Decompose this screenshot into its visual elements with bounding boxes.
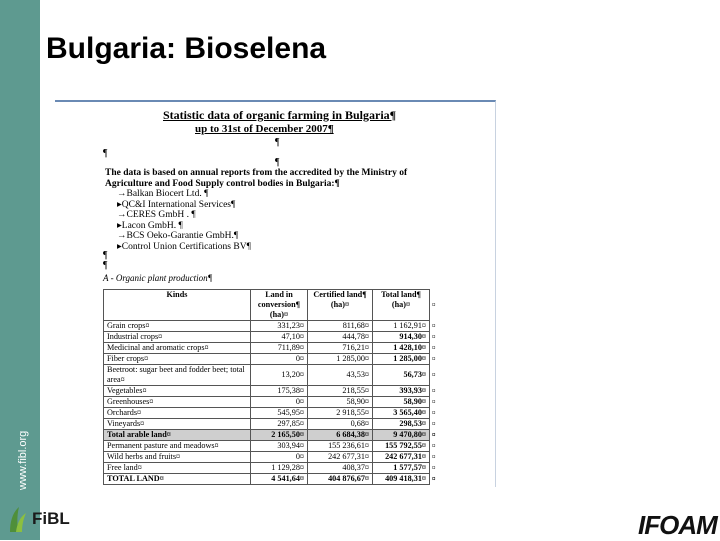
table-cell: 1 129,28¤ — [251, 463, 308, 474]
table-cell: 444,78¤ — [308, 332, 373, 343]
table-cell: 1 285,00¤ — [373, 354, 430, 365]
table-cell: 1 428,10¤ — [373, 343, 430, 354]
table-cell: Fiber crops¤ — [104, 354, 251, 365]
pilcrow-mark: ¶ — [103, 148, 108, 159]
table-cell: 2 918,55¤ — [308, 408, 373, 419]
cell-mark: ¤ — [432, 475, 436, 483]
cell-mark: ¤ — [432, 371, 436, 379]
column-header: Total land¶ (ha)¤ — [373, 290, 430, 321]
cell-mark: ¤ — [432, 355, 436, 363]
table-row-total-arable — [104, 430, 439, 441]
table-cell: Industrial crops¤ — [104, 332, 251, 343]
table-cell: 0¤ — [251, 354, 308, 365]
table-cell: 175,38¤ — [251, 386, 308, 397]
pilcrow-mark: ¶ — [275, 157, 280, 168]
table-header-row — [104, 290, 439, 321]
ifoam-logo: IFOAM — [638, 510, 717, 540]
table-row — [104, 397, 439, 408]
table-cell: Orchards¤ — [104, 408, 251, 419]
cell-mark: ¤ — [432, 322, 436, 330]
cell-mark: ¤ — [432, 398, 436, 406]
table-row — [104, 441, 439, 452]
cell-mark: ¤ — [432, 453, 436, 461]
table-row — [104, 354, 439, 365]
column-header: Land in conversion¶ (ha)¤ — [251, 290, 308, 321]
table-cell: Wild herbs and fruits¤ — [104, 452, 251, 463]
leaf-icon — [6, 505, 28, 533]
table-cell: TOTAL LAND¤ — [104, 474, 251, 485]
table-row — [104, 408, 439, 419]
table-cell: 218,55¤ — [308, 386, 373, 397]
cell-mark: ¤ — [432, 409, 436, 417]
pilcrow-mark: ¶ — [103, 250, 108, 261]
organic-data-table — [103, 289, 439, 485]
slide-title: Bulgaria: Bioselena — [46, 32, 327, 65]
table-cell: 58,90¤ — [308, 397, 373, 408]
table-cell: 3 565,40¤ — [373, 408, 430, 419]
list-item: →CERES GmbH . ¶ — [117, 210, 196, 220]
table-cell: Vegetables¤ — [104, 386, 251, 397]
table-cell: Permanent pasture and meadows¤ — [104, 441, 251, 452]
table-cell: 914,30¤ — [373, 332, 430, 343]
table-row — [104, 452, 439, 463]
table-cell: 2 165,50¤ — [251, 430, 308, 441]
table-cell: 1 285,00¤ — [308, 354, 373, 365]
cell-mark: ¤ — [432, 301, 436, 309]
table-cell: 13,20¤ — [251, 365, 308, 386]
table-row — [104, 463, 439, 474]
control-bodies-list — [117, 189, 251, 252]
cell-mark: ¤ — [430, 430, 439, 441]
cell-mark: ¤ — [432, 464, 436, 472]
table-cell: 9 470,80¤ — [373, 430, 430, 441]
pilcrow-mark: ¶ — [103, 260, 108, 271]
table-cell: 155 236,61¤ — [308, 441, 373, 452]
table-cell: 811,68¤ — [308, 321, 373, 332]
list-item: ▸QC&I International Services¶ — [117, 199, 236, 210]
table-cell: Beetroot: sugar beet and fodder beet; total area¤ — [104, 365, 251, 386]
table-cell: 4 541,64¤ — [251, 474, 308, 485]
doc-note: A - Organic plant production¶ — [103, 273, 213, 283]
table-cell: 298,53¤ — [373, 419, 430, 430]
table-cell: 1 577,57¤ — [373, 463, 430, 474]
table-cell: 43,53¤ — [308, 365, 373, 386]
table-cell: 297,85¤ — [251, 419, 308, 430]
table-cell: 545,95¤ — [251, 408, 308, 419]
table-cell: Total arable land¤ — [104, 430, 251, 441]
table-cell: 47,10¤ — [251, 332, 308, 343]
column-header: Kinds — [104, 290, 251, 321]
table-cell: 711,89¤ — [251, 343, 308, 354]
column-header: Certified land¶ (ha)¤ — [308, 290, 373, 321]
table-cell: 56,73¤ — [373, 365, 430, 386]
doc-subtitle: up to 31st of December 2007¶ — [195, 123, 334, 135]
table-cell: 6 684,38¤ — [308, 430, 373, 441]
table-row — [104, 386, 439, 397]
table-cell: 0¤ — [251, 397, 308, 408]
table-cell: 303,94¤ — [251, 441, 308, 452]
cell-mark: ¤ — [432, 387, 436, 395]
list-item: ▸Lacon GmbH. ¶ — [117, 220, 183, 231]
table-cell: 404 876,67¤ — [308, 474, 373, 485]
sidebar-bar — [0, 0, 40, 540]
table-cell: 331,23¤ — [251, 321, 308, 332]
table-cell: 1 162,91¤ — [373, 321, 430, 332]
table-cell: 393,93¤ — [373, 386, 430, 397]
table-cell: 409 418,31¤ — [373, 474, 430, 485]
table-row-total-land — [104, 474, 439, 485]
cell-mark: ¤ — [432, 442, 436, 450]
table-cell: Grain crops¤ — [104, 321, 251, 332]
cell-mark: ¤ — [432, 344, 436, 352]
sidebar-url: www.fibl.org — [17, 430, 29, 490]
list-item: ▸Control Union Certifications BV¶ — [117, 241, 251, 252]
table-row — [104, 332, 439, 343]
table-cell: Greenhouses¤ — [104, 397, 251, 408]
cell-mark: ¤ — [432, 420, 436, 428]
table-cell: 0,68¤ — [308, 419, 373, 430]
list-item: →Balkan Biocert Ltd. ¶ — [117, 189, 209, 199]
fibl-logo — [6, 505, 70, 533]
doc-title: Statistic data of organic farming in Bulgaria¶ — [163, 108, 397, 122]
table-cell: Vineyards¤ — [104, 419, 251, 430]
table-cell: 242 677,31¤ — [308, 452, 373, 463]
list-item: →BCS Oeko-Garantie GmbH.¶ — [117, 231, 239, 241]
table-cell: 0¤ — [251, 452, 308, 463]
table-cell: Free land¤ — [104, 463, 251, 474]
cell-mark: ¤ — [432, 333, 436, 341]
doc-intro: The data is based on annual reports from the accredited by the Ministry of Agriculture and Food Supply control bodies in Bulgaria:¶ — [105, 168, 408, 189]
table-row — [104, 365, 439, 386]
table-cell: Medicinal and aromatic crops¤ — [104, 343, 251, 354]
table-cell: 58,90¤ — [373, 397, 430, 408]
table-row — [104, 419, 439, 430]
document-image — [55, 100, 496, 487]
fibl-logo-text: FiBL — [32, 509, 70, 528]
pilcrow-mark: ¶ — [275, 137, 280, 148]
table-row — [104, 343, 439, 354]
table-cell: 155 792,55¤ — [373, 441, 430, 452]
table-row — [104, 321, 439, 332]
table-cell: 716,21¤ — [308, 343, 373, 354]
table-cell: 242 677,31¤ — [373, 452, 430, 463]
table-cell: 408,37¤ — [308, 463, 373, 474]
